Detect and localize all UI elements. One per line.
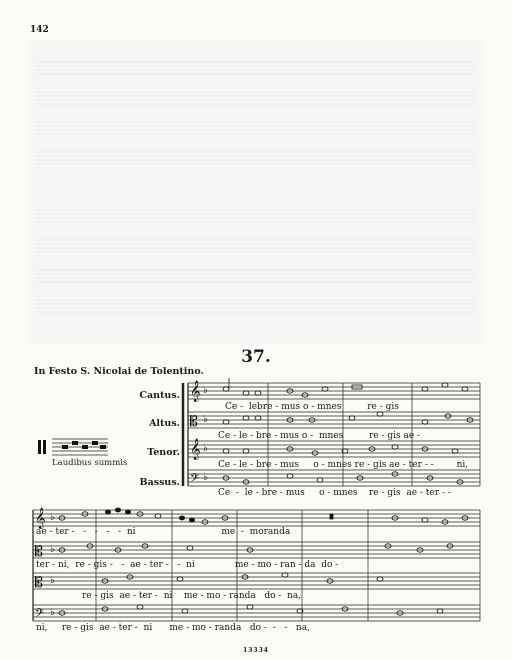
lyric-s2-altus: ter - ni, re - gis - - ae - ter - - ni me - mo - ran - da do - [36, 560, 339, 570]
intonation-staff [52, 439, 108, 455]
intonation-text: Laudibus summis [52, 458, 128, 468]
piece-dedication: In Festo S. Nicolai de Tolentino. [34, 366, 204, 377]
lyric-bassus: Ce - le - bre - mus o - mnes re - gis ae - ter - - [218, 488, 451, 498]
system1-notes [223, 378, 473, 484]
catalog-id: 13334 [243, 647, 269, 654]
voice-label-altus: Altus. [149, 418, 180, 429]
svg-text:♭: ♭ [203, 385, 208, 396]
lyric-tenor: Ce - le - bre - mus o - mnes re - gis ae - ter - - ni, [218, 460, 469, 470]
svg-text:𝄡: 𝄡 [35, 544, 43, 560]
svg-text:𝄢: 𝄢 [35, 607, 45, 623]
page-number: 142 [30, 25, 49, 35]
svg-text:♭: ♭ [50, 512, 55, 523]
svg-text:𝄞: 𝄞 [190, 381, 201, 402]
lyric-cantus: Ce - lebre - mus o - mnes re - gis [225, 402, 399, 412]
piece-number: 37. [241, 347, 271, 367]
svg-text:𝄢: 𝄢 [190, 472, 200, 488]
lyric-s2-bassus: ni, re - gis ae - ter - ni me - mo - randa do - - - na, [36, 623, 310, 633]
system2-clefs [35, 508, 55, 623]
svg-text:♭: ♭ [50, 544, 55, 555]
faded-staves [35, 62, 475, 312]
system2-staves [33, 510, 480, 621]
svg-text:♭: ♭ [203, 472, 208, 483]
svg-text:𝄡: 𝄡 [35, 575, 43, 591]
svg-text:♭: ♭ [203, 414, 208, 425]
system1-clefs [190, 381, 208, 488]
lyric-altus: Ce - le - bre - mus o - mnes re - gis ae - [218, 431, 421, 441]
lyric-s2-cantus: ae - ter - - - - - ni me - moranda [36, 527, 291, 537]
svg-text:𝄞: 𝄞 [35, 508, 46, 529]
voice-label-bassus: Bassus. [139, 477, 180, 488]
voice-label-tenor: Tenor. [147, 447, 180, 458]
system1-staves [183, 383, 480, 486]
svg-text:𝄡: 𝄡 [190, 414, 198, 430]
system2-notes [59, 508, 468, 615]
voice-label-cantus: Cantus. [139, 390, 180, 401]
svg-text:𝄞: 𝄞 [190, 439, 201, 460]
lyric-s2-tenor: re - gis ae - ter - ni me - mo - randa do - na, [82, 591, 302, 601]
svg-text:♭: ♭ [50, 607, 55, 618]
svg-text:♭: ♭ [50, 575, 55, 586]
svg-text:♭: ♭ [203, 443, 208, 454]
